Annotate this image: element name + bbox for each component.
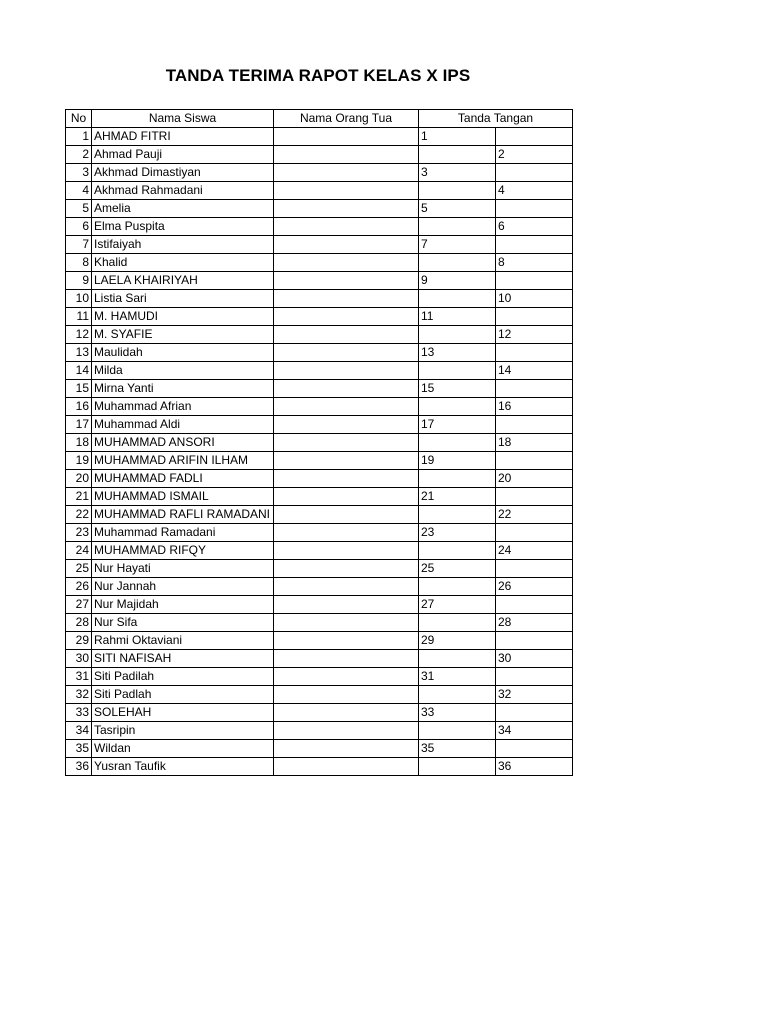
signature-cell-right[interactable]: 36 <box>496 758 573 776</box>
table-row <box>66 164 573 182</box>
student-name: Nur Majidah <box>92 596 274 614</box>
row-number: 4 <box>66 182 92 200</box>
header-row <box>66 110 573 128</box>
table-row <box>66 452 573 470</box>
signature-cell-right[interactable]: 14 <box>496 362 573 380</box>
signature-cell-right[interactable] <box>496 488 573 506</box>
signature-cell-left[interactable]: 1 <box>419 128 496 146</box>
table-row <box>66 524 573 542</box>
parent-name-cell[interactable] <box>274 686 419 704</box>
student-name: Maulidah <box>92 344 274 362</box>
signature-cell-left[interactable] <box>419 398 496 416</box>
table-row <box>66 416 573 434</box>
table-row <box>66 722 573 740</box>
signature-cell-right[interactable]: 34 <box>496 722 573 740</box>
student-name: Siti Padilah <box>92 668 274 686</box>
row-number: 12 <box>66 326 92 344</box>
parent-name-cell[interactable] <box>274 218 419 236</box>
signature-cell-right[interactable] <box>496 704 573 722</box>
student-name: Nur Hayati <box>92 560 274 578</box>
signature-cell-right[interactable] <box>496 380 573 398</box>
table-row <box>66 614 573 632</box>
parent-name-cell[interactable] <box>274 272 419 290</box>
student-name: Muhammad Afrian <box>92 398 274 416</box>
table-row <box>66 200 573 218</box>
signature-cell-right[interactable] <box>496 164 573 182</box>
parent-name-cell[interactable] <box>274 614 419 632</box>
signature-cell-right[interactable]: 8 <box>496 254 573 272</box>
signature-cell-right[interactable] <box>496 452 573 470</box>
signature-cell-left[interactable] <box>419 686 496 704</box>
row-number: 14 <box>66 362 92 380</box>
student-name: Nur Sifa <box>92 614 274 632</box>
signature-cell-right[interactable]: 10 <box>496 290 573 308</box>
signature-cell-left[interactable] <box>419 506 496 524</box>
table-row <box>66 272 573 290</box>
table-row <box>66 362 573 380</box>
parent-name-cell[interactable] <box>274 452 419 470</box>
header-student-name: Nama Siswa <box>92 110 274 128</box>
table-row <box>66 290 573 308</box>
parent-name-cell[interactable] <box>274 200 419 218</box>
row-number: 34 <box>66 722 92 740</box>
row-number: 11 <box>66 308 92 326</box>
table-row <box>66 182 573 200</box>
signature-cell-left[interactable] <box>419 650 496 668</box>
row-number: 16 <box>66 398 92 416</box>
student-name: Amelia <box>92 200 274 218</box>
signature-cell-left[interactable]: 11 <box>419 308 496 326</box>
parent-name-cell[interactable] <box>274 722 419 740</box>
table-row <box>66 308 573 326</box>
header-signature: Tanda Tangan <box>419 110 573 128</box>
row-number: 36 <box>66 758 92 776</box>
signature-cell-right[interactable] <box>496 416 573 434</box>
row-number: 27 <box>66 596 92 614</box>
parent-name-cell[interactable] <box>274 128 419 146</box>
student-name: SITI NAFISAH <box>92 650 274 668</box>
row-number: 25 <box>66 560 92 578</box>
row-number: 18 <box>66 434 92 452</box>
parent-name-cell[interactable] <box>274 578 419 596</box>
signature-cell-left[interactable] <box>419 434 496 452</box>
student-name: Mirna Yanti <box>92 380 274 398</box>
student-name: MUHAMMAD RAFLI RAMADANI <box>92 506 274 524</box>
signature-cell-right[interactable]: 22 <box>496 506 573 524</box>
parent-name-cell[interactable] <box>274 560 419 578</box>
student-name: SOLEHAH <box>92 704 274 722</box>
row-number: 24 <box>66 542 92 560</box>
student-name: Muhammad Aldi <box>92 416 274 434</box>
table-row <box>66 326 573 344</box>
row-number: 32 <box>66 686 92 704</box>
table-row <box>66 650 573 668</box>
table-row <box>66 218 573 236</box>
signature-cell-left[interactable] <box>419 362 496 380</box>
signature-cell-right[interactable]: 26 <box>496 578 573 596</box>
table-row <box>66 470 573 488</box>
row-number: 6 <box>66 218 92 236</box>
row-number: 19 <box>66 452 92 470</box>
signature-cell-left[interactable] <box>419 758 496 776</box>
parent-name-cell[interactable] <box>274 488 419 506</box>
parent-name-cell[interactable] <box>274 236 419 254</box>
signature-cell-left[interactable] <box>419 290 496 308</box>
student-name: AHMAD FITRI <box>92 128 274 146</box>
signature-cell-right[interactable]: 30 <box>496 650 573 668</box>
signature-cell-left[interactable]: 21 <box>419 488 496 506</box>
signature-cell-right[interactable] <box>496 596 573 614</box>
parent-name-cell[interactable] <box>274 380 419 398</box>
signature-cell-left[interactable]: 33 <box>419 704 496 722</box>
student-name: Elma Puspita <box>92 218 274 236</box>
signature-cell-left[interactable] <box>419 614 496 632</box>
signature-cell-right[interactable] <box>496 308 573 326</box>
row-number: 10 <box>66 290 92 308</box>
row-number: 7 <box>66 236 92 254</box>
student-name: Wildan <box>92 740 274 758</box>
student-name: MUHAMMAD FADLI <box>92 470 274 488</box>
signature-cell-left[interactable] <box>419 542 496 560</box>
signature-cell-right[interactable] <box>496 236 573 254</box>
row-number: 9 <box>66 272 92 290</box>
student-name: Siti Padlah <box>92 686 274 704</box>
signature-cell-left[interactable]: 13 <box>419 344 496 362</box>
parent-name-cell[interactable] <box>274 506 419 524</box>
row-number: 17 <box>66 416 92 434</box>
parent-name-cell[interactable] <box>274 434 419 452</box>
row-number: 20 <box>66 470 92 488</box>
table-row <box>66 146 573 164</box>
student-name: Akhmad Rahmadani <box>92 182 274 200</box>
signature-cell-right[interactable]: 28 <box>496 614 573 632</box>
table-row <box>66 578 573 596</box>
table-row <box>66 596 573 614</box>
table-row <box>66 686 573 704</box>
row-number: 29 <box>66 632 92 650</box>
signature-cell-left[interactable]: 25 <box>419 560 496 578</box>
table-row <box>66 668 573 686</box>
signature-cell-left[interactable]: 29 <box>419 632 496 650</box>
signature-cell-left[interactable] <box>419 326 496 344</box>
row-number: 33 <box>66 704 92 722</box>
row-number: 23 <box>66 524 92 542</box>
signature-cell-left[interactable] <box>419 146 496 164</box>
signature-cell-right[interactable]: 24 <box>496 542 573 560</box>
table-row <box>66 488 573 506</box>
student-name: Akhmad Dimastiyan <box>92 164 274 182</box>
table-row <box>66 380 573 398</box>
document-title: TANDA TERIMA RAPOT KELAS X IPS <box>165 66 471 85</box>
table-row <box>66 758 573 776</box>
signature-cell-left[interactable] <box>419 254 496 272</box>
row-number: 3 <box>66 164 92 182</box>
signature-cell-left[interactable]: 5 <box>419 200 496 218</box>
header-no: No <box>66 110 92 128</box>
parent-name-cell[interactable] <box>274 344 419 362</box>
table-row <box>66 236 573 254</box>
signature-cell-right[interactable]: 32 <box>496 686 573 704</box>
parent-name-cell[interactable] <box>274 740 419 758</box>
student-name: M. SYAFIE <box>92 326 274 344</box>
signature-cell-right[interactable]: 4 <box>496 182 573 200</box>
signature-cell-left[interactable]: 9 <box>419 272 496 290</box>
student-name: Rahmi Oktaviani <box>92 632 274 650</box>
signature-cell-left[interactable]: 35 <box>419 740 496 758</box>
signature-cell-left[interactable]: 27 <box>419 596 496 614</box>
table-row <box>66 542 573 560</box>
signature-cell-left[interactable]: 15 <box>419 380 496 398</box>
row-number: 35 <box>66 740 92 758</box>
parent-name-cell[interactable] <box>274 308 419 326</box>
parent-name-cell[interactable] <box>274 668 419 686</box>
student-name: MUHAMMAD RIFQY <box>92 542 274 560</box>
student-name: M. HAMUDI <box>92 308 274 326</box>
student-name: Tasripin <box>92 722 274 740</box>
signature-cell-right[interactable]: 2 <box>496 146 573 164</box>
row-number: 13 <box>66 344 92 362</box>
parent-name-cell[interactable] <box>274 182 419 200</box>
row-number: 2 <box>66 146 92 164</box>
parent-name-cell[interactable] <box>274 632 419 650</box>
student-name: MUHAMMAD ARIFIN ILHAM <box>92 452 274 470</box>
signature-cell-left[interactable]: 17 <box>419 416 496 434</box>
signature-cell-left[interactable] <box>419 578 496 596</box>
student-name: Khalid <box>92 254 274 272</box>
parent-name-cell[interactable] <box>274 164 419 182</box>
parent-name-cell[interactable] <box>274 542 419 560</box>
parent-name-cell[interactable] <box>274 596 419 614</box>
parent-name-cell[interactable] <box>274 326 419 344</box>
signature-cell-right[interactable]: 16 <box>496 398 573 416</box>
receipt-table <box>65 109 573 776</box>
row-number: 21 <box>66 488 92 506</box>
signature-cell-left[interactable] <box>419 182 496 200</box>
row-number: 22 <box>66 506 92 524</box>
table-row <box>66 434 573 452</box>
signature-cell-right[interactable] <box>496 740 573 758</box>
signature-cell-right[interactable]: 18 <box>496 434 573 452</box>
row-number: 8 <box>66 254 92 272</box>
parent-name-cell[interactable] <box>274 758 419 776</box>
table-row <box>66 344 573 362</box>
table-row <box>66 632 573 650</box>
signature-cell-left[interactable]: 3 <box>419 164 496 182</box>
signature-cell-right[interactable] <box>496 344 573 362</box>
parent-name-cell[interactable] <box>274 416 419 434</box>
signature-cell-right[interactable] <box>496 560 573 578</box>
signature-cell-right[interactable]: 12 <box>496 326 573 344</box>
table-row <box>66 704 573 722</box>
signature-cell-left[interactable]: 19 <box>419 452 496 470</box>
table-row <box>66 128 573 146</box>
parent-name-cell[interactable] <box>274 290 419 308</box>
header-parent-name: Nama Orang Tua <box>274 110 419 128</box>
signature-cell-right[interactable] <box>496 128 573 146</box>
parent-name-cell[interactable] <box>274 254 419 272</box>
signature-cell-left[interactable]: 7 <box>419 236 496 254</box>
row-number: 26 <box>66 578 92 596</box>
student-name: MUHAMMAD ANSORI <box>92 434 274 452</box>
row-number: 30 <box>66 650 92 668</box>
student-name: Muhammad Ramadani <box>92 524 274 542</box>
signature-cell-left[interactable] <box>419 722 496 740</box>
student-name: Nur Jannah <box>92 578 274 596</box>
parent-name-cell[interactable] <box>274 362 419 380</box>
parent-name-cell[interactable] <box>274 524 419 542</box>
row-number: 28 <box>66 614 92 632</box>
row-number: 31 <box>66 668 92 686</box>
table-row <box>66 560 573 578</box>
parent-name-cell[interactable] <box>274 650 419 668</box>
row-number: 5 <box>66 200 92 218</box>
row-number: 1 <box>66 128 92 146</box>
parent-name-cell[interactable] <box>274 470 419 488</box>
table-row <box>66 398 573 416</box>
parent-name-cell[interactable] <box>274 398 419 416</box>
signature-cell-left[interactable]: 31 <box>419 668 496 686</box>
student-name: Istifaiyah <box>92 236 274 254</box>
signature-cell-left[interactable] <box>419 218 496 236</box>
row-number: 15 <box>66 380 92 398</box>
signature-cell-right[interactable] <box>496 272 573 290</box>
signature-cell-right[interactable] <box>496 524 573 542</box>
table-row <box>66 506 573 524</box>
signature-cell-right[interactable] <box>496 668 573 686</box>
signature-cell-left[interactable]: 23 <box>419 524 496 542</box>
signature-cell-right[interactable]: 20 <box>496 470 573 488</box>
table-row <box>66 254 573 272</box>
student-name: MUHAMMAD ISMAIL <box>92 488 274 506</box>
parent-name-cell[interactable] <box>274 704 419 722</box>
table-row <box>66 740 573 758</box>
student-name: Milda <box>92 362 274 380</box>
signature-cell-right[interactable]: 6 <box>496 218 573 236</box>
signature-cell-right[interactable] <box>496 632 573 650</box>
parent-name-cell[interactable] <box>274 146 419 164</box>
student-name: Yusran Taufik <box>92 758 274 776</box>
signature-cell-left[interactable] <box>419 470 496 488</box>
student-name: LAELA KHAIRIYAH <box>92 272 274 290</box>
signature-cell-right[interactable] <box>496 200 573 218</box>
student-name: Ahmad Pauji <box>92 146 274 164</box>
student-name: Listia Sari <box>92 290 274 308</box>
